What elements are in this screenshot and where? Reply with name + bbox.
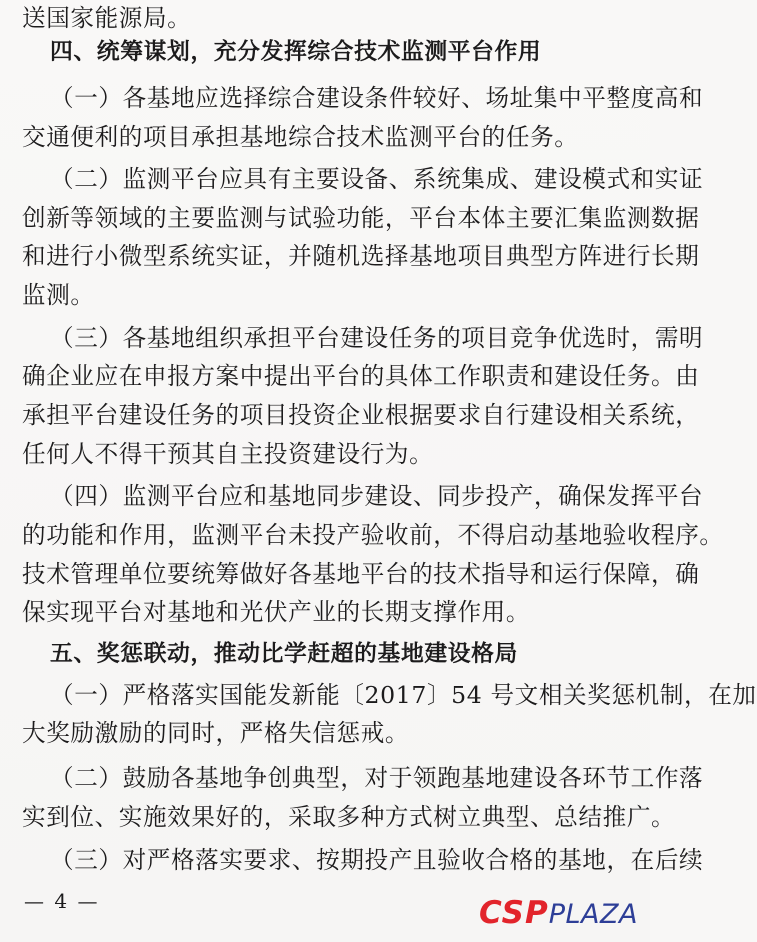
text-line-12: 任何人不得干预其自主投资建设行为。	[22, 440, 434, 468]
text-line-9: （三）各基地组织承担平台建设任务的项目竞争优选时，需明	[50, 324, 704, 352]
text-line-8: 监测。	[22, 281, 95, 309]
text-line-6: 创新等领域的主要监测与试验功能，平台本体主要汇集监测数据	[22, 204, 700, 232]
text-line-5: （二）监测平台应具有主要设备、系统集成、建设模式和实证	[50, 165, 704, 193]
text-line-13: （四）监测平台应和基地同步建设、同步投产，确保发挥平台	[50, 482, 704, 510]
text-line-7: 和进行小微型系统实证，并随机选择基地项目典型方阵进行长期	[22, 242, 700, 270]
section-heading-4: 四、统筹谋划，充分发挥综合技术监测平台作用	[50, 39, 542, 65]
text-line-4: 交通便利的项目承担基地综合技术监测平台的任务。	[22, 123, 579, 151]
cspplaza-watermark-logo	[448, 895, 638, 935]
text-line-11: 承担平台建设任务的项目投资企业根据要求自行建设相关系统，	[22, 401, 700, 429]
text-line-22: （三）对严格落实要求、按期投产且验收合格的基地，在后续	[50, 846, 704, 874]
text-line-16: 保实现平台对基地和光伏产业的长期支撑作用。	[22, 598, 531, 626]
page-number: — 4 —	[24, 889, 100, 913]
logo-plaza-text: PLAZA	[548, 899, 638, 930]
text-line-14: 的功能和作用，监测平台未投产验收前，不得启动基地验收程序。	[22, 521, 724, 549]
text-line-1: 送国家能源局。	[22, 4, 192, 32]
section-heading-5: 五、奖惩联动，推动比学赶超的基地建设格局	[50, 641, 518, 667]
text-line-10: 确企业应在申报方案中提出平台的具体工作职责和建设任务。由	[22, 362, 700, 390]
text-line-20: （二）鼓励各基地争创典型，对于领跑基地建设各环节工作落	[50, 764, 704, 792]
text-line-3: （一）各基地应选择综合建设条件较好、场址集中平整度高和	[50, 84, 704, 112]
text-line-19: 大奖励激励的同时，严格失信惩戒。	[22, 719, 410, 747]
text-line-15: 技术管理单位要统筹做好各基地平台的技术指导和运行保障，确	[22, 560, 700, 588]
text-line-18: （一）严格落实国能发新能〔2017〕54 号文相关奖惩机制，在加	[50, 681, 757, 709]
logo-csp-text: CSP	[479, 895, 549, 931]
text-line-21: 实到位、实施效果好的，采取多种方式树立典型、总结推广。	[22, 803, 676, 831]
